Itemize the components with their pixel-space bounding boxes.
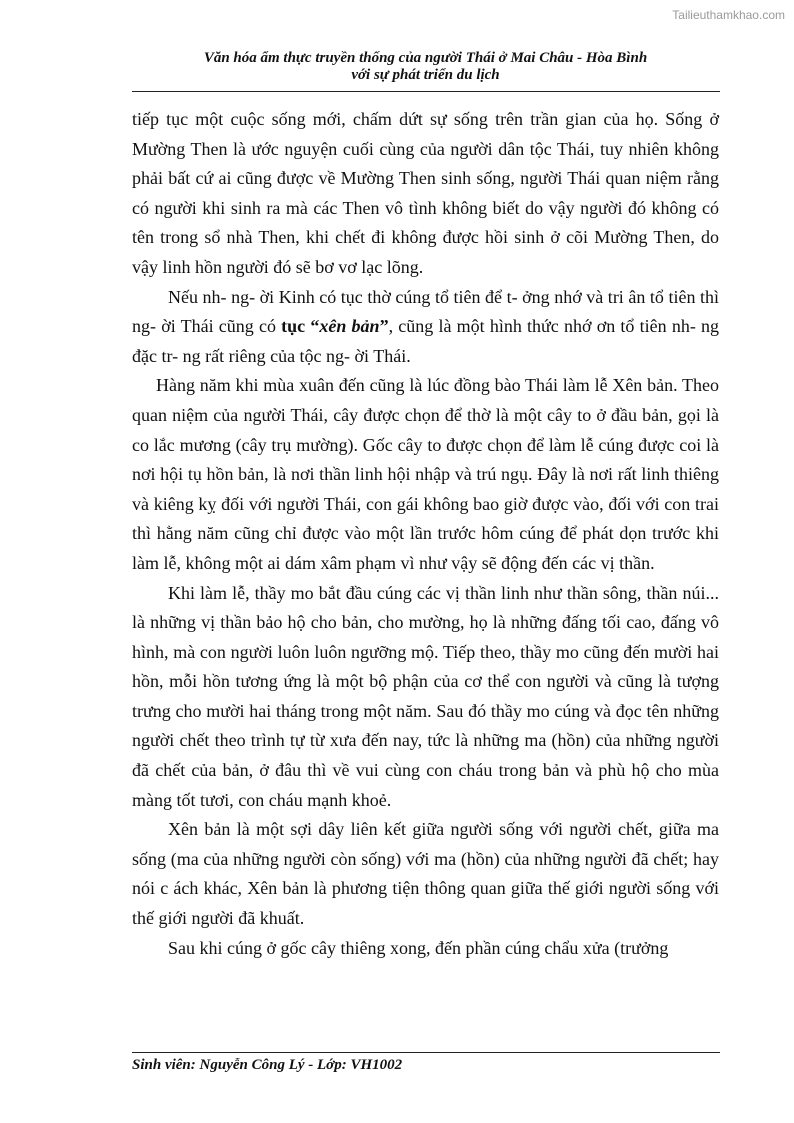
paragraph-6: Sau khi cúng ở gốc cây thiêng xong, đến phần cúng chẩu xửa (trưởng	[168, 937, 669, 958]
paragraph-2-text-a: Nếu nh- ng- ời Kinh có tục thờ cúng tổ tiên để t- ởng nhớ và tri ân tổ tiên thì ng- ời Thái cũng có	[132, 286, 719, 337]
page-header	[132, 50, 719, 84]
page-footer: Sinh viên: Nguyễn Công Lý - Lớp: VH1002	[132, 1057, 403, 1073]
paragraph-2	[132, 283, 719, 372]
header-title-line2: với sự phát triển du lịch	[351, 67, 500, 83]
paragraph-2-bold	[281, 316, 388, 336]
footer-divider	[132, 1052, 720, 1053]
header-divider	[132, 91, 720, 92]
paragraph-5: Xên bản là một sợi dây liên kết giữa người sống với người chết, giữa ma sống (ma của những người còn sống) với ma (hồn) của những người đã chết; hay nói c ách khác, Xên bản là phương tiện thông quan giữa thế giới người sống với thế giới người đã khuất.	[132, 819, 719, 929]
watermark: Tailieuthamkhao.com	[672, 8, 785, 22]
paragraph-1: tiếp tục một cuộc sống mới, chấm dứt sự sống trên trần gian của họ. Sống ở Mường Then là ước nguyện cuối cùng của người dân tộc Thái, tuy nhiên không phải bất cứ ai cũng được về Mường Then sinh sống, người Thái quan niệm rằng có người khi sinh ra mà các Then vô tình không biết do vậy người đó không có tên trong sổ nhà Then, khi chết đi không được hồi sinh ở cõi Mường Then, do vậy linh hồn người đó sẽ bơ vơ lạc lõng.	[132, 109, 719, 277]
paragraph-2-bold-italic: xên bản	[319, 316, 380, 337]
header-title-line1: Văn hóa ẩm thực truyền thống của người Thái ở Mai Châu - Hòa Bình	[203, 50, 648, 66]
paragraph-2-bold-text: tục “	[281, 316, 320, 337]
paragraph-3: Hàng năm khi mùa xuân đến cũng là lúc đồng bào Thái làm lễ Xên bản. Theo quan niệm của người Thái, cây được chọn để thờ là một cây to ở đầu bản, gọi là co lắc mương (cây trụ mường). Gốc cây to được chọn để làm lễ cúng được coi là nơi hội tụ hồn bản, là nơi thần linh hội nhập và trú ngụ. Đây là nơi rất linh thiêng và kiêng kỵ đối với người Thái, con gái không bao giờ được vào, đối với con trai thì hằng năm cũng chỉ được vào một lần trước hôm cúng để phát dọn trước khi làm lễ, không một ai dám xâm phạm vì như vậy sẽ động đến các vị thần.	[132, 375, 719, 573]
paragraph-2-text-b: , cũng là một hình thức nhớ ơn tổ tiên nh- ng đặc tr- ng rất riêng của tộc ng- ời Thái.	[132, 316, 720, 366]
paragraph-2-bold-close: ”	[379, 316, 389, 337]
paragraph-4: Khi làm lễ, thầy mo bắt đầu cúng các vị thần linh như thần sông, thần núi... là những vị thần bảo hộ cho bản, cho mường, họ là những đấng tối cao, đấng vô hình, mà con người luôn luôn ngưỡng mộ. Tiếp theo, thầy mo cũng đến mười hai hồn, mỗi hồn tương ứng là một bộ phận của cơ thể con người và cũng là tượng trưng cho mười hai tháng trong một năm. Sau đó thầy mo cúng và đọc tên những người chết theo trình tự từ xưa đến nay, tức là những ma (hồn) của những người đã chết của bản, ở đâu thì về vui cùng con cháu trong bản và phù hộ cho mùa màng tốt tươi, con cháu mạnh khoẻ.	[132, 582, 719, 810]
document-body	[132, 105, 719, 963]
